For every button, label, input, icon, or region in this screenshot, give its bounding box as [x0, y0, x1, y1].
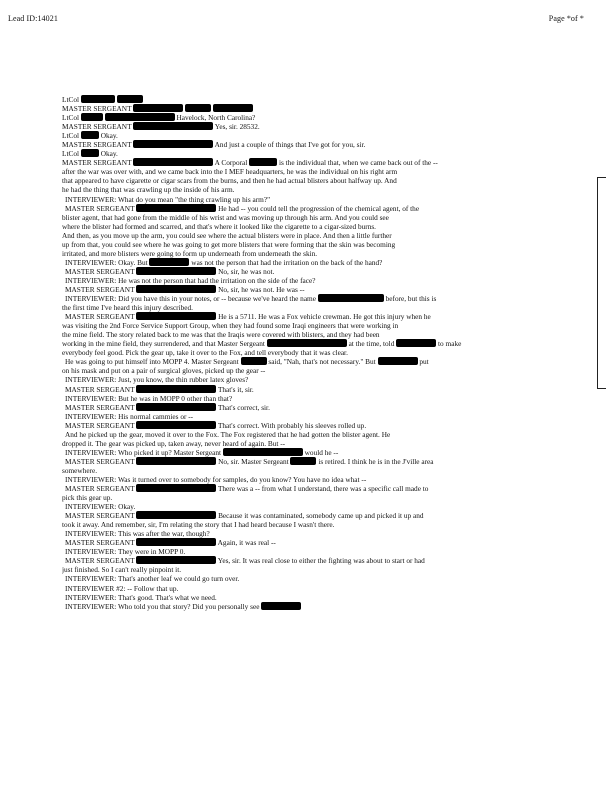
line-text: INTERVIEWER: Okay. But: [65, 257, 148, 267]
line-text: pick this gear up.: [62, 493, 113, 503]
line-text: MASTER SERGEANT: [65, 556, 135, 566]
transcript-line: [62, 529, 590, 538]
transcript-line: [62, 195, 590, 204]
transcript-line: [62, 421, 590, 430]
line-text: INTERVIEWER: Just, you know, the thin rubber latex gloves?: [65, 375, 249, 385]
line-text: INTERVIEWER: What do you mean "the thing crawling up his arm?": [65, 194, 271, 204]
transcript-line: [62, 95, 590, 104]
line-text: He had -- you could tell the progression of the chemical agent, of the: [218, 203, 420, 213]
line-text: Because it was contaminated, somebody came up and picked it up and: [218, 511, 424, 521]
line-text: Yes, sir. 28532.: [214, 122, 260, 132]
line-text: MASTER SERGEANT: [65, 484, 135, 494]
line-text: Again, it was real --: [217, 538, 276, 548]
transcript-line: [62, 493, 590, 502]
redaction-bar: [81, 113, 103, 121]
transcript-line: [62, 574, 590, 583]
line-text: was not the person that had the irritation on the back of the hand?: [191, 257, 383, 267]
transcript-line: [62, 593, 590, 602]
redaction-bar: [318, 294, 384, 302]
line-text: A Corporal: [214, 158, 248, 168]
line-text: up from that, you could see where he was going to get more blisters that were forming that the skin was becoming: [62, 239, 396, 249]
transcript-line: [62, 158, 590, 167]
line-text: where the blister had formed and scarred, and that's where it looked like the cigarette to a cigar-sized burns.: [62, 221, 377, 231]
line-text: And then, as you move up the arm, you could see where the actual blisters were in place. And then a little further: [62, 230, 392, 240]
line-text: LtCol: [62, 95, 80, 104]
transcript-line: [62, 466, 590, 475]
line-text: INTERVIEWER #2: -- Follow that up.: [65, 583, 179, 593]
redaction-bar: [378, 357, 418, 365]
line-text: INTERVIEWER: Did you have this in your notes, or -- because we've heard the name: [65, 294, 316, 304]
redaction-bar: [136, 556, 216, 564]
line-text: INTERVIEWER: Who picked it up? Master Sergeant: [65, 447, 221, 457]
redaction-bar: [81, 149, 99, 157]
line-text: MASTER SERGEANT: [65, 420, 135, 430]
line-text: was visiting the 2nd Force Service Support Group, when they had found some Iraqi engineers that were working in: [62, 321, 399, 331]
line-text: MASTER SERGEANT: [65, 203, 135, 213]
transcript-line: [62, 167, 590, 176]
redaction-bar: [133, 140, 213, 148]
transcript-line: [62, 312, 590, 321]
line-text: before, but this is: [385, 294, 437, 304]
transcript-line: [62, 267, 590, 276]
line-text: INTERVIEWER: They were in MOPP 0.: [65, 547, 186, 557]
transcript-line: [62, 321, 590, 330]
transcript-line: [62, 412, 590, 421]
line-text: is the individual that, when we came back out of the --: [278, 158, 438, 168]
line-text: working in the mine field, they surrendered, and that Master Sergeant: [62, 339, 265, 349]
redaction-bar: [249, 158, 277, 166]
line-text: MASTER SERGEANT: [65, 384, 135, 394]
line-text: MASTER SERGEANT: [65, 511, 135, 521]
redaction-bar: [136, 484, 216, 492]
transcript-line: [62, 231, 590, 240]
transcript-line: [62, 285, 590, 294]
transcript-line: [62, 149, 590, 158]
transcript-line: [62, 222, 590, 231]
redaction-bar: [133, 158, 213, 166]
line-text: INTERVIEWER: Who told you that story? Did you personally see: [65, 601, 260, 611]
line-text: That's correct, sir.: [217, 402, 270, 412]
line-text: INTERVIEWER: His normal cammies or --: [65, 411, 194, 421]
line-text: Okay.: [100, 149, 118, 159]
redaction-bar: [136, 511, 216, 519]
transcript-line: [62, 520, 590, 529]
line-text: No, sir, he was not. He was --: [218, 284, 305, 294]
line-text: MASTER SERGEANT: [65, 312, 135, 322]
redaction-bar: [136, 457, 216, 465]
redaction-bar: [133, 122, 213, 130]
transcript-line: [62, 258, 590, 267]
line-text: blister agent, that had gone from the middle of his wrist and was moving up through his arm. And you could see: [62, 212, 389, 222]
line-text: on his mask and put on a pair of surgical gloves, picked up the gear --: [62, 366, 266, 376]
line-text: after the war was over with, and we came back into the I MEF headquarters, he was the individual on his right arm: [62, 167, 398, 177]
line-text: would he --: [304, 447, 339, 457]
transcript-line: [62, 403, 590, 412]
line-text: He was going to put himself into MOPP 4. Master Sergeant: [65, 357, 239, 367]
transcript-line: [62, 511, 590, 520]
redaction-bar: [81, 131, 99, 139]
line-text: And he picked up the gear, moved it over to the Fox. The Fox registered that he had gotten the blister agent. He: [65, 429, 391, 439]
line-text: MASTER SERGEANT: [62, 140, 132, 150]
redaction-bar: [213, 104, 253, 112]
line-text: LtCol: [62, 149, 80, 159]
transcript-line: [62, 276, 590, 285]
line-text: INTERVIEWER: That's good. That's what we need.: [65, 592, 217, 602]
line-text: dropped it. The gear was picked up, taken away, never heard of again. But --: [62, 438, 286, 448]
redaction-bar: [136, 204, 216, 212]
transcript-line: [62, 122, 590, 131]
transcript-line: [62, 475, 590, 484]
line-text: INTERVIEWER: This was after the war, though?: [65, 529, 210, 539]
transcript-line: [62, 484, 590, 493]
line-text: irritated, and more blisters were going to form up underneath from underneath the skin.: [62, 248, 318, 258]
transcript-line: [62, 204, 590, 213]
lead-id: Lead ID:14021: [8, 14, 58, 23]
transcript-line: [62, 457, 590, 466]
transcript-line: [62, 448, 590, 457]
transcript-line: [62, 430, 590, 439]
line-text: he had the thing that was crawling up the inside of his arm.: [62, 185, 235, 195]
line-text: to make: [438, 339, 462, 349]
line-text: No, sir. Master Sergeant: [218, 456, 289, 466]
redaction-bar: [81, 95, 115, 103]
line-text: Okay.: [100, 131, 118, 141]
line-text: No, sir, he was not.: [218, 266, 275, 276]
line-text: LtCol: [62, 113, 80, 123]
redaction-bar: [241, 357, 267, 365]
line-text: There was a -- from what I understand, there was a specific call made to: [217, 484, 429, 494]
transcript-line: [62, 213, 590, 222]
line-text: put: [419, 357, 429, 367]
redaction-bar: [133, 104, 183, 112]
transcript-line: [62, 538, 590, 547]
line-text: That's correct. With probably his sleeves rolled up.: [217, 420, 367, 430]
line-text: And just a couple of things that I've got for you, sir.: [214, 140, 366, 150]
redaction-bar: [396, 339, 436, 347]
transcript-line: [62, 339, 590, 348]
redaction-bar: [136, 538, 216, 546]
transcript-line: [62, 131, 590, 140]
line-text: MASTER SERGEANT: [62, 122, 132, 132]
redaction-bar: [149, 258, 189, 266]
line-text: INTERVIEWER: Was it turned over to somebody for samples, do you know? You have no idea what --: [65, 474, 367, 484]
line-text: MASTER SERGEANT: [65, 284, 135, 294]
line-text: He is a 5711. He was a Fox vehicle crewman. He got this injury when he: [218, 312, 431, 322]
transcript-line: [62, 303, 590, 312]
redaction-bar: [105, 113, 175, 121]
transcript-line: [62, 249, 590, 258]
transcript-line: [62, 240, 590, 249]
redaction-bar: [223, 448, 303, 456]
redaction-bar: [117, 95, 143, 103]
redaction-bar: [261, 602, 301, 610]
transcript-line: [62, 502, 590, 511]
transcript-line: [62, 357, 590, 366]
transcript-line: [62, 375, 590, 384]
transcript-line: [62, 294, 590, 303]
line-text: INTERVIEWER: Okay.: [65, 502, 136, 512]
line-text: MASTER SERGEANT: [62, 104, 132, 114]
line-text: that appeared to have cigarette or cigar scars from the burns, and then he had actual blisters about halfway up. And: [62, 176, 397, 186]
line-text: somewhere.: [62, 465, 98, 475]
transcript-line: [62, 348, 590, 357]
line-text: INTERVIEWER: That's another leaf we could go turn over.: [65, 574, 240, 584]
redaction-bar: [136, 312, 216, 320]
line-text: Yes, sir. It was real close to either the fighting was about to start or had: [217, 556, 425, 566]
line-text: LtCol: [62, 131, 80, 141]
redaction-bar: [136, 421, 216, 429]
page-number: Page *of *: [548, 14, 584, 23]
line-text: is retired. I think he is in the J'ville area: [318, 456, 434, 466]
line-text: That's it, sir.: [217, 384, 254, 394]
line-text: MASTER SERGEANT: [62, 158, 132, 168]
line-text: INTERVIEWER: He was not the person that had the irritation on the side of the face?: [65, 275, 316, 285]
transcript-line: [62, 140, 590, 149]
transcript-line: [62, 104, 590, 113]
transcript-line: [62, 602, 590, 611]
transcript-line: [62, 556, 590, 565]
redaction-bar: [136, 385, 216, 393]
redaction-bar: [185, 104, 211, 112]
transcript-line: [62, 565, 590, 574]
transcript-line: [62, 385, 590, 394]
line-text: at the time, told: [348, 339, 395, 349]
line-text: said, "Nah, that's not necessary." But: [268, 357, 376, 367]
transcript-line: [62, 330, 590, 339]
line-text: MASTER SERGEANT: [65, 402, 135, 412]
transcript-body: [62, 95, 590, 611]
line-text: MASTER SERGEANT: [65, 456, 135, 466]
transcript-line: [62, 366, 590, 375]
redaction-bar: [136, 403, 216, 411]
line-text: took it away. And remember, sir, I'm relating the story that I had heard because I wasn't there.: [62, 520, 335, 530]
transcript-line: [62, 547, 590, 556]
line-text: just finished. So I can't really pinpoint it.: [62, 565, 182, 575]
transcript-line: [62, 113, 590, 122]
line-text: INTERVIEWER: But he was in MOPP 0 other than that?: [65, 393, 233, 403]
transcript-line: [62, 394, 590, 403]
line-text: everybody feel good. Pick the gear up, take it over to the Fox, and tell everybody that it was clear.: [62, 348, 348, 358]
redaction-bar: [267, 339, 347, 347]
transcript-line: [62, 584, 590, 593]
redaction-bar: [290, 457, 316, 465]
margin-bracket: [597, 177, 606, 389]
redaction-bar: [136, 267, 216, 275]
transcript-line: [62, 176, 590, 185]
line-text: MASTER SERGEANT: [65, 266, 135, 276]
transcript-line: [62, 185, 590, 194]
line-text: the mine field. The story related back to me was that the Iraqis were covered with blisters, and they had been: [62, 330, 380, 340]
line-text: Havelock, North Carolina?: [176, 113, 256, 123]
redaction-bar: [136, 285, 216, 293]
line-text: MASTER SERGEANT: [65, 538, 135, 548]
line-text: the first time I've heard this injury described.: [62, 303, 193, 313]
transcript-line: [62, 439, 590, 448]
